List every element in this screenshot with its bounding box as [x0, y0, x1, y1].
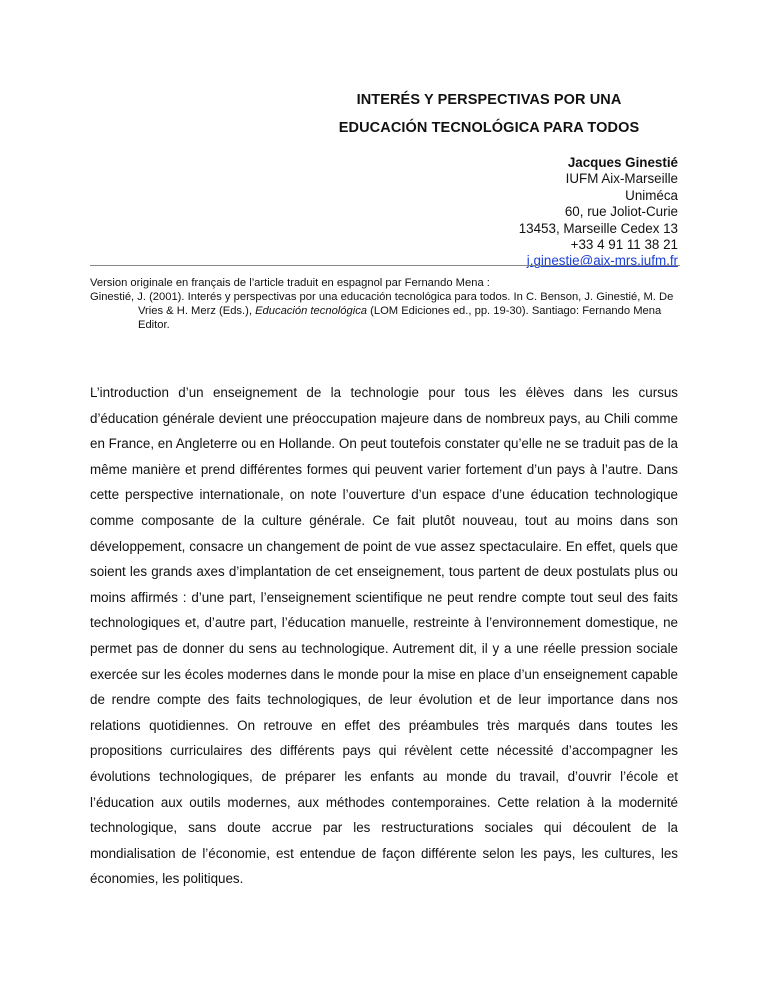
document-title-line-1: INTERÉS Y PERSPECTIVAS POR UNA [356, 92, 622, 108]
header-divider [90, 265, 680, 266]
author-department: Uniméca [625, 187, 678, 203]
version-note-line: Version originale en français de l’article traduit en espagnol par Fernando Mena : [90, 277, 490, 289]
body-paragraph-1: L’introduction d’un enseignement de la technologie pour tous les élèves dans les cursus d’éducation générale devient une préoccupation majeure dans de nombreux pays, au Chili comme en France, en Angleterre ou en Hollande. On peut toutefois constater qu’elle ne se traduit pas de la même manière et prend différentes formes qui peuvent varier fortement d’un pays à l’autre. Dans cette perspective internationale, on note l’ouverture d’un espace d’une éducation technologique comme composante de la culture générale. Ce fait plutôt nouveau, tout au moins dans son développement, consacre un changement de point de vue assez spectaculaire. En effet, quels que soient les grands axes d’implantation de cet enseignement, tous partent de deux postulats plus ou moins affirmés : d’une part, l’enseignement scientifique ne peut rendre compte tout seul des faits technologiques et, d’autre part, l’éducation manuelle, restreinte à l’environnement domestique, ne permet pas de donner du sens au technologique. Autrement dit, il y a une réelle pression sociale exercée sur les écoles modernes dans le monde pour la mise en place d’un enseignement capable de rendre compte des faits technologiques, de leur évolution et de leur importance dans nos relations quotidiennes. On retrouve en effet des préambules très marqués dans toutes les propositions curriculaires des différents pays qui révèlent cette nécessité d’accompagner les évolutions technologiques, de préparer les enfants au monde du travail, d’ouvrir l’école et l’éducation aux outils modernes, aux méthodes contemporaines. Cette relation à la modernité technologique, sans doute accrue par les restructurations sociales qui découlent de la mondialisation de l’économie, est entendue de façon différente selon les pays, les cultures, les économies, les politiques. [90, 385, 678, 887]
citation-book-title: Educación tecnológica [255, 305, 368, 318]
author-phone: +33 4 91 11 38 21 [570, 237, 678, 253]
citation-reference [90, 290, 690, 332]
author-institution: IUFM Aix-Marseille [565, 171, 678, 187]
author-city: 13453, Marseille Cedex 13 [518, 220, 678, 236]
author-email-link[interactable]: j.ginestie@aix-mrs.iufm.fr [526, 253, 678, 269]
document-title-line-2: EDUCACIÓN TECNOLÓGICA PARA TODOS [338, 120, 640, 136]
citation-part-2: (LOM Ediciones ed., pp. 19-30). Santiago: Fernando Mena Editor. [138, 305, 662, 332]
author-street: 60, rue Joliot-Curie [564, 204, 678, 220]
author-block [519, 155, 678, 270]
author-name: Jacques Ginestié [567, 155, 678, 170]
citation-part-1: Ginestié, J. (2001). Interés y perspectivas por una educación tecnológica para todos. In C. Benson, J. Ginestié, M. De Vries & H. Merz (Eds.), [90, 291, 674, 318]
version-note [90, 276, 690, 332]
